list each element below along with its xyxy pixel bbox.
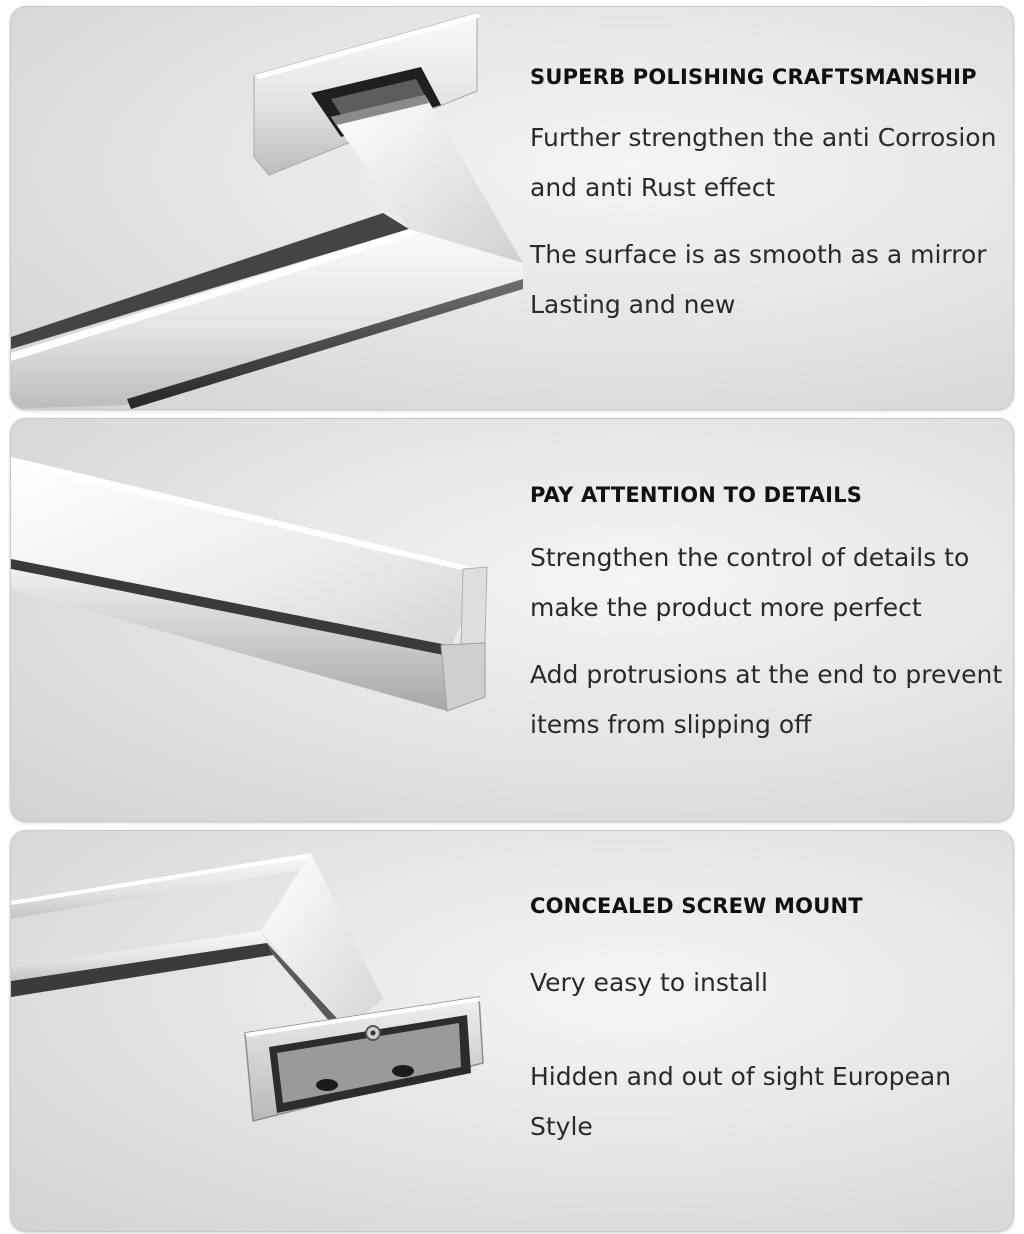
feature-heading: CONCEALED SCREW MOUNT: [530, 894, 863, 918]
feature-panel-mount: [10, 830, 1014, 1232]
feature-panel-polishing: [10, 6, 1014, 410]
feature-description: Very easy to install: [530, 968, 768, 997]
feature-description: The surface is as smooth as a mirror Lasting and new: [530, 240, 987, 319]
feature-text-polishing: [530, 65, 1005, 330]
chrome-wall-mount-image: [11, 831, 531, 1231]
feature-heading: PAY ATTENTION TO DETAILS: [530, 483, 863, 507]
feature-description: Further strengthen the anti Corrosion and anti Rust effect: [530, 123, 997, 202]
feature-heading: SUPERB POLISHING CRAFTSMANSHIP: [530, 65, 977, 89]
screw-hole: [392, 1065, 414, 1077]
chrome-bracket-corner-image: [11, 7, 531, 409]
feature-text-mount: [530, 894, 1005, 1152]
chrome-bar-end-image: [11, 419, 531, 821]
screw-hole: [316, 1079, 338, 1091]
feature-description: Add protrusions at the end to prevent items from slipping off: [530, 660, 1003, 739]
feature-description: Strengthen the control of details to make the product more perfect: [530, 543, 970, 622]
feature-text-details: [530, 483, 1005, 750]
feature-panel-details: [10, 418, 1014, 822]
feature-description: Hidden and out of sight European Style: [530, 1062, 952, 1141]
